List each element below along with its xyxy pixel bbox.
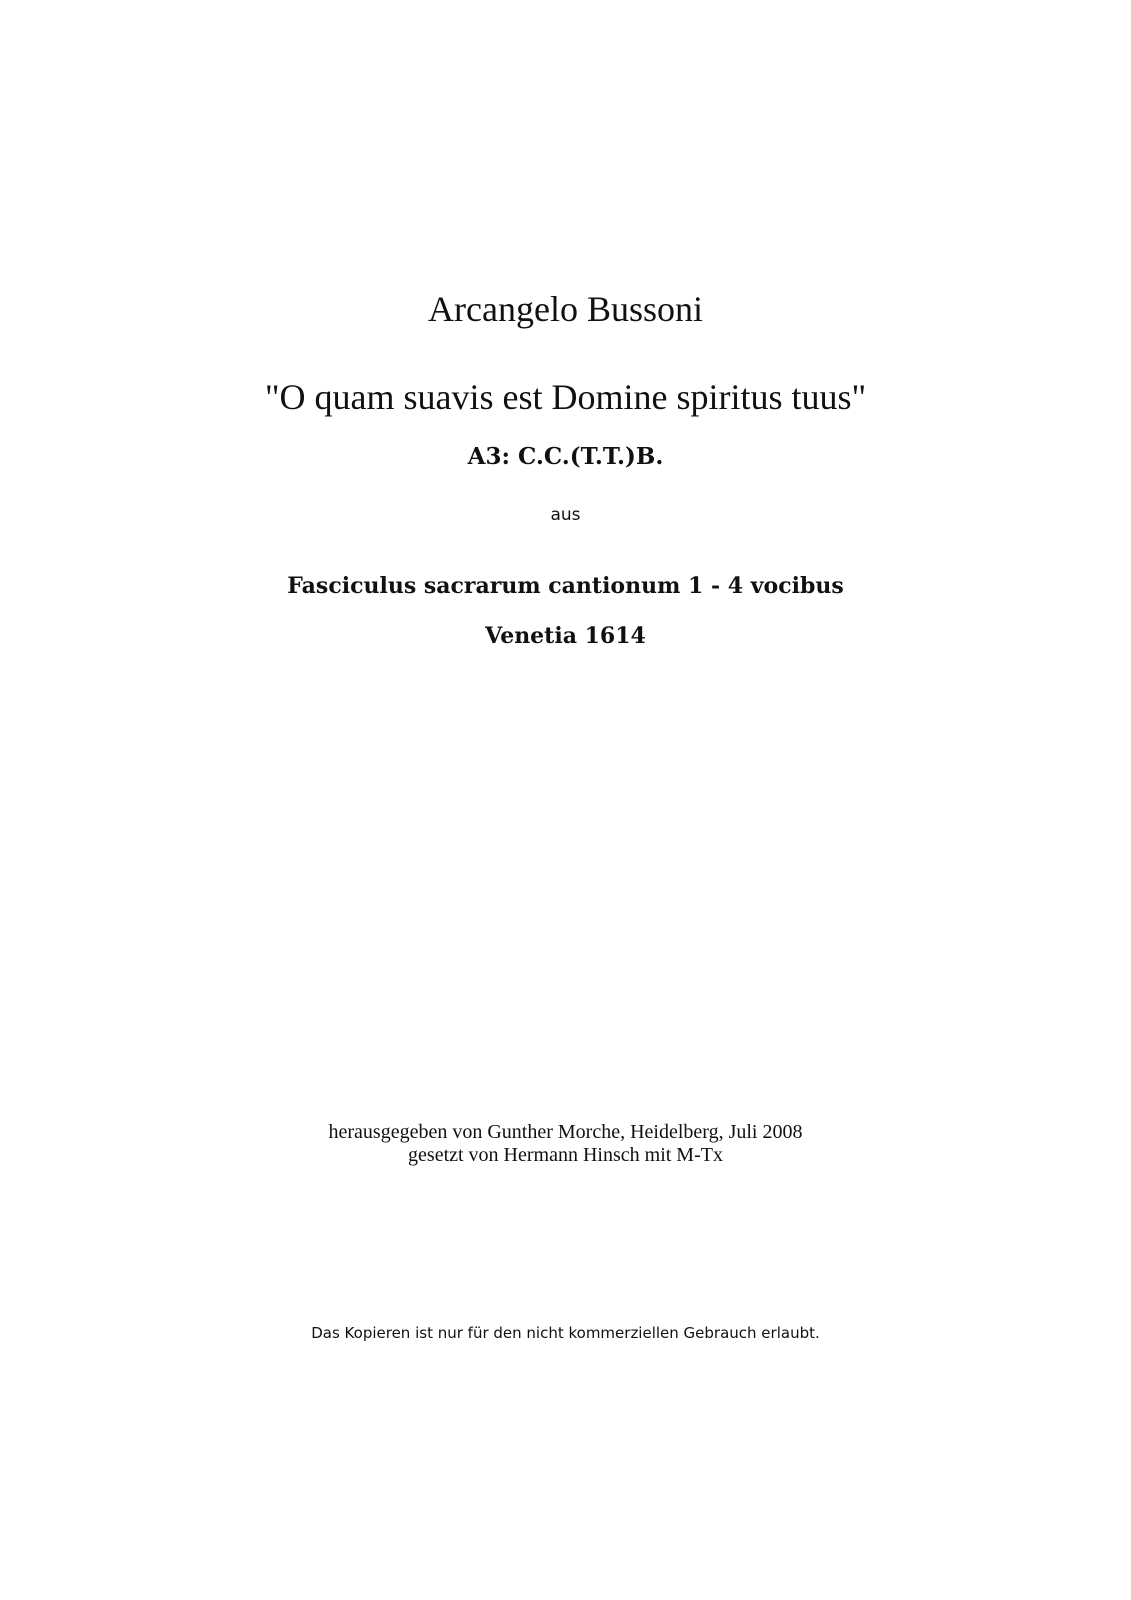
from-label: aus (550, 505, 581, 525)
work-title: "O quam suavis est Domine spiritus tuus" (264, 377, 867, 417)
source-collection: Fasciculus sacrarum cantionum 1 - 4 vocibus (287, 573, 844, 599)
composer-name: Arcangelo Bussoni (428, 289, 703, 329)
source-place-year: Venetia 1614 (485, 623, 646, 649)
editor-line: herausgegeben von Gunther Morche, Heidelberg, Juli 2008 (328, 1121, 803, 1143)
credits (0, 1121, 1131, 1167)
voicing: A3: C.C.(T.T.)B. (467, 443, 664, 470)
copyright-notice: Das Kopieren ist nur für den nicht kommerziellen Gebrauch erlaubt. (311, 1324, 820, 1342)
typesetter-line: gesetzt von Hermann Hinsch mit M-Tx (408, 1144, 723, 1166)
